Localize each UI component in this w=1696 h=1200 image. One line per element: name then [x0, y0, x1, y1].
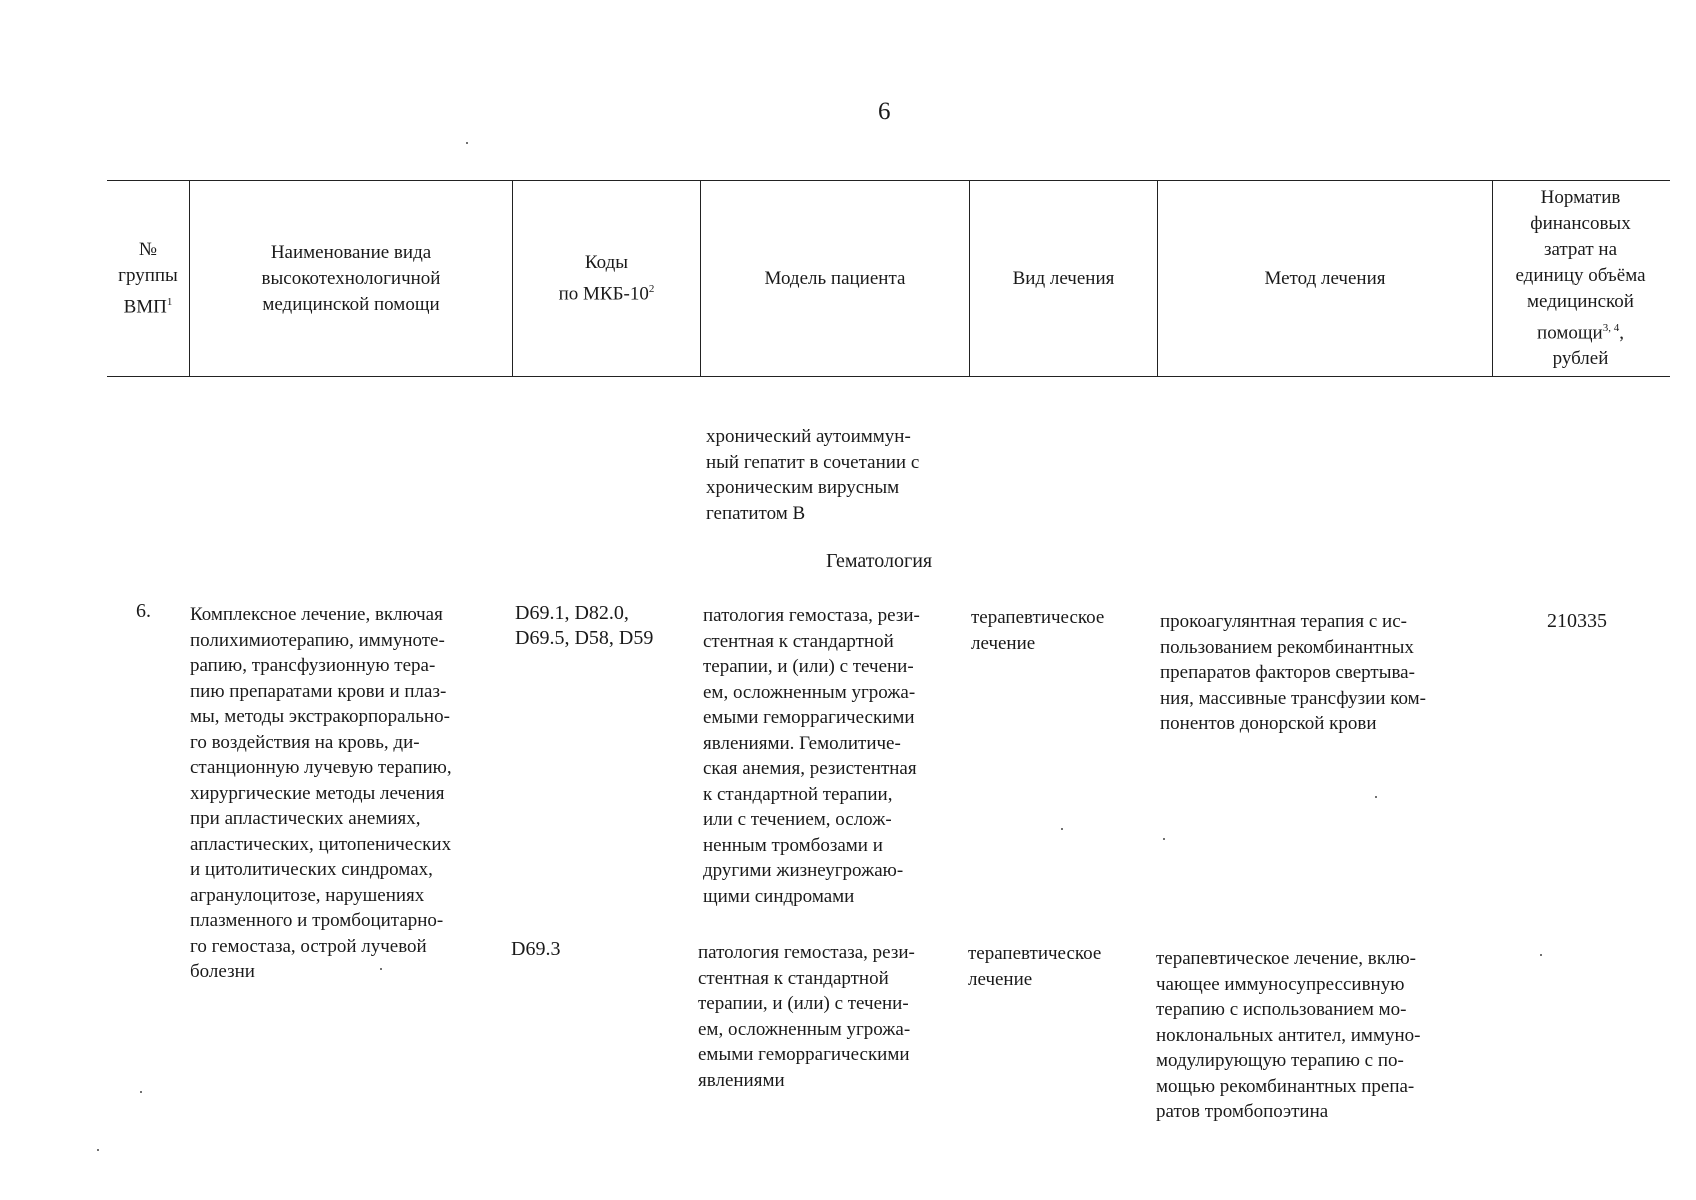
icd-codes-entry-2: D69.3 [511, 938, 561, 960]
patient-model-entry-2: патология гемостаза, рези- стентная к стандартной терапии, и (или) с течени- ем, осложненным угрожа- емыми геморрагическими явлениями [698, 942, 915, 1091]
scan-speck [97, 1149, 99, 1151]
header-icd-codes [513, 181, 701, 376]
care-type-name: Комплексное лечение, включая полихимиотерапию, иммуноте- рапию, трансфузионную тера- пию препаратами крови и плаз- мы, методы экстракорпорально- го воздействия на кровь, ди- станционную лучевую терапию, хирургические методы лечения при апластических анемиях, апластических, цитопенических и цитолитических синдромах, агранулоцитозе, нарушениях плазменного и тромбоцитарно- го гемостаза, острой лучевой болезни [190, 604, 452, 982]
header-cost-norm [1493, 181, 1668, 376]
table-header [107, 180, 1670, 377]
treatment-method-entry-2: терапевтическое лечение, вклю- чающее иммуносупрессивную терапию с использованием мо- ноклональных антител, иммуно- модулирующую терапию с по- мощью рекомбинантных препа- ратов тромбопоэтина [1156, 948, 1421, 1122]
treatment-type-entry-2: терапевтическое лечение [968, 943, 1102, 990]
header-icd-codes-text: Коды по МКБ-10 [558, 251, 649, 305]
header-care-name-text: Наименование вида высокотехнологичной медицинской помощи [261, 241, 441, 315]
cost-value: 210335 [1547, 610, 1607, 632]
header-patient-model-text: Модель пациента [764, 267, 906, 289]
footnote-ref-3-4: 3, 4 [1602, 321, 1620, 334]
scan-speck [1163, 838, 1165, 840]
icd-codes-entry-1: D69.1, D82.0, D69.5, D58, D59 [515, 602, 654, 649]
header-patient-model [701, 181, 970, 376]
patient-model-entry-1: патология гемостаза, рези- стентная к стандартной терапии, и (или) с течени- ем, осложненным угрожа- емыми геморрагическими явлениями. Гемолитиче- ская анемия, резистентная к стандартной терапии, или с течением, ослож- ненным тромбозами и другими жизнеугрожаю- щими синдромами [703, 605, 920, 907]
scan-speck [1061, 828, 1063, 830]
treatment-type-entry-1: терапевтическое лечение [971, 607, 1105, 654]
scan-speck [380, 968, 382, 970]
scan-speck [1540, 954, 1542, 956]
header-group-number-text: № группы ВМП [118, 238, 178, 318]
scan-speck [466, 142, 468, 144]
treatment-method-entry-1: прокоагулянтная терапия с ис- пользованием рекомбинантных препаратов факторов свертыва- ния, массивные трансфузии ком- понентов донорской крови [1160, 611, 1427, 734]
header-treatment-method [1158, 181, 1493, 376]
footnote-ref-2: 2 [648, 282, 655, 295]
header-treatment-type [970, 181, 1158, 376]
header-cost-norm-text: Норматив финансовых затрат на единицу объёма медицинской помощи [1515, 186, 1646, 344]
footnote-ref-1: 1 [166, 295, 173, 308]
page-number: 6 [878, 98, 891, 125]
header-care-name [190, 181, 513, 376]
section-title: Гематология [826, 550, 933, 572]
scan-speck [1375, 796, 1377, 798]
header-group-number [107, 181, 190, 376]
continuation-patient-model: хронический аутоиммун- ный гепатит в сочетании с хроническим вирусным гепатитом В [706, 426, 920, 524]
header-cost-norm-unit: , рублей [1552, 322, 1624, 370]
header-treatment-method-text: Метод лечения [1264, 267, 1386, 289]
row-number: 6. [136, 600, 151, 622]
header-treatment-type-text: Вид лечения [1012, 267, 1115, 289]
scan-speck [140, 1091, 142, 1093]
